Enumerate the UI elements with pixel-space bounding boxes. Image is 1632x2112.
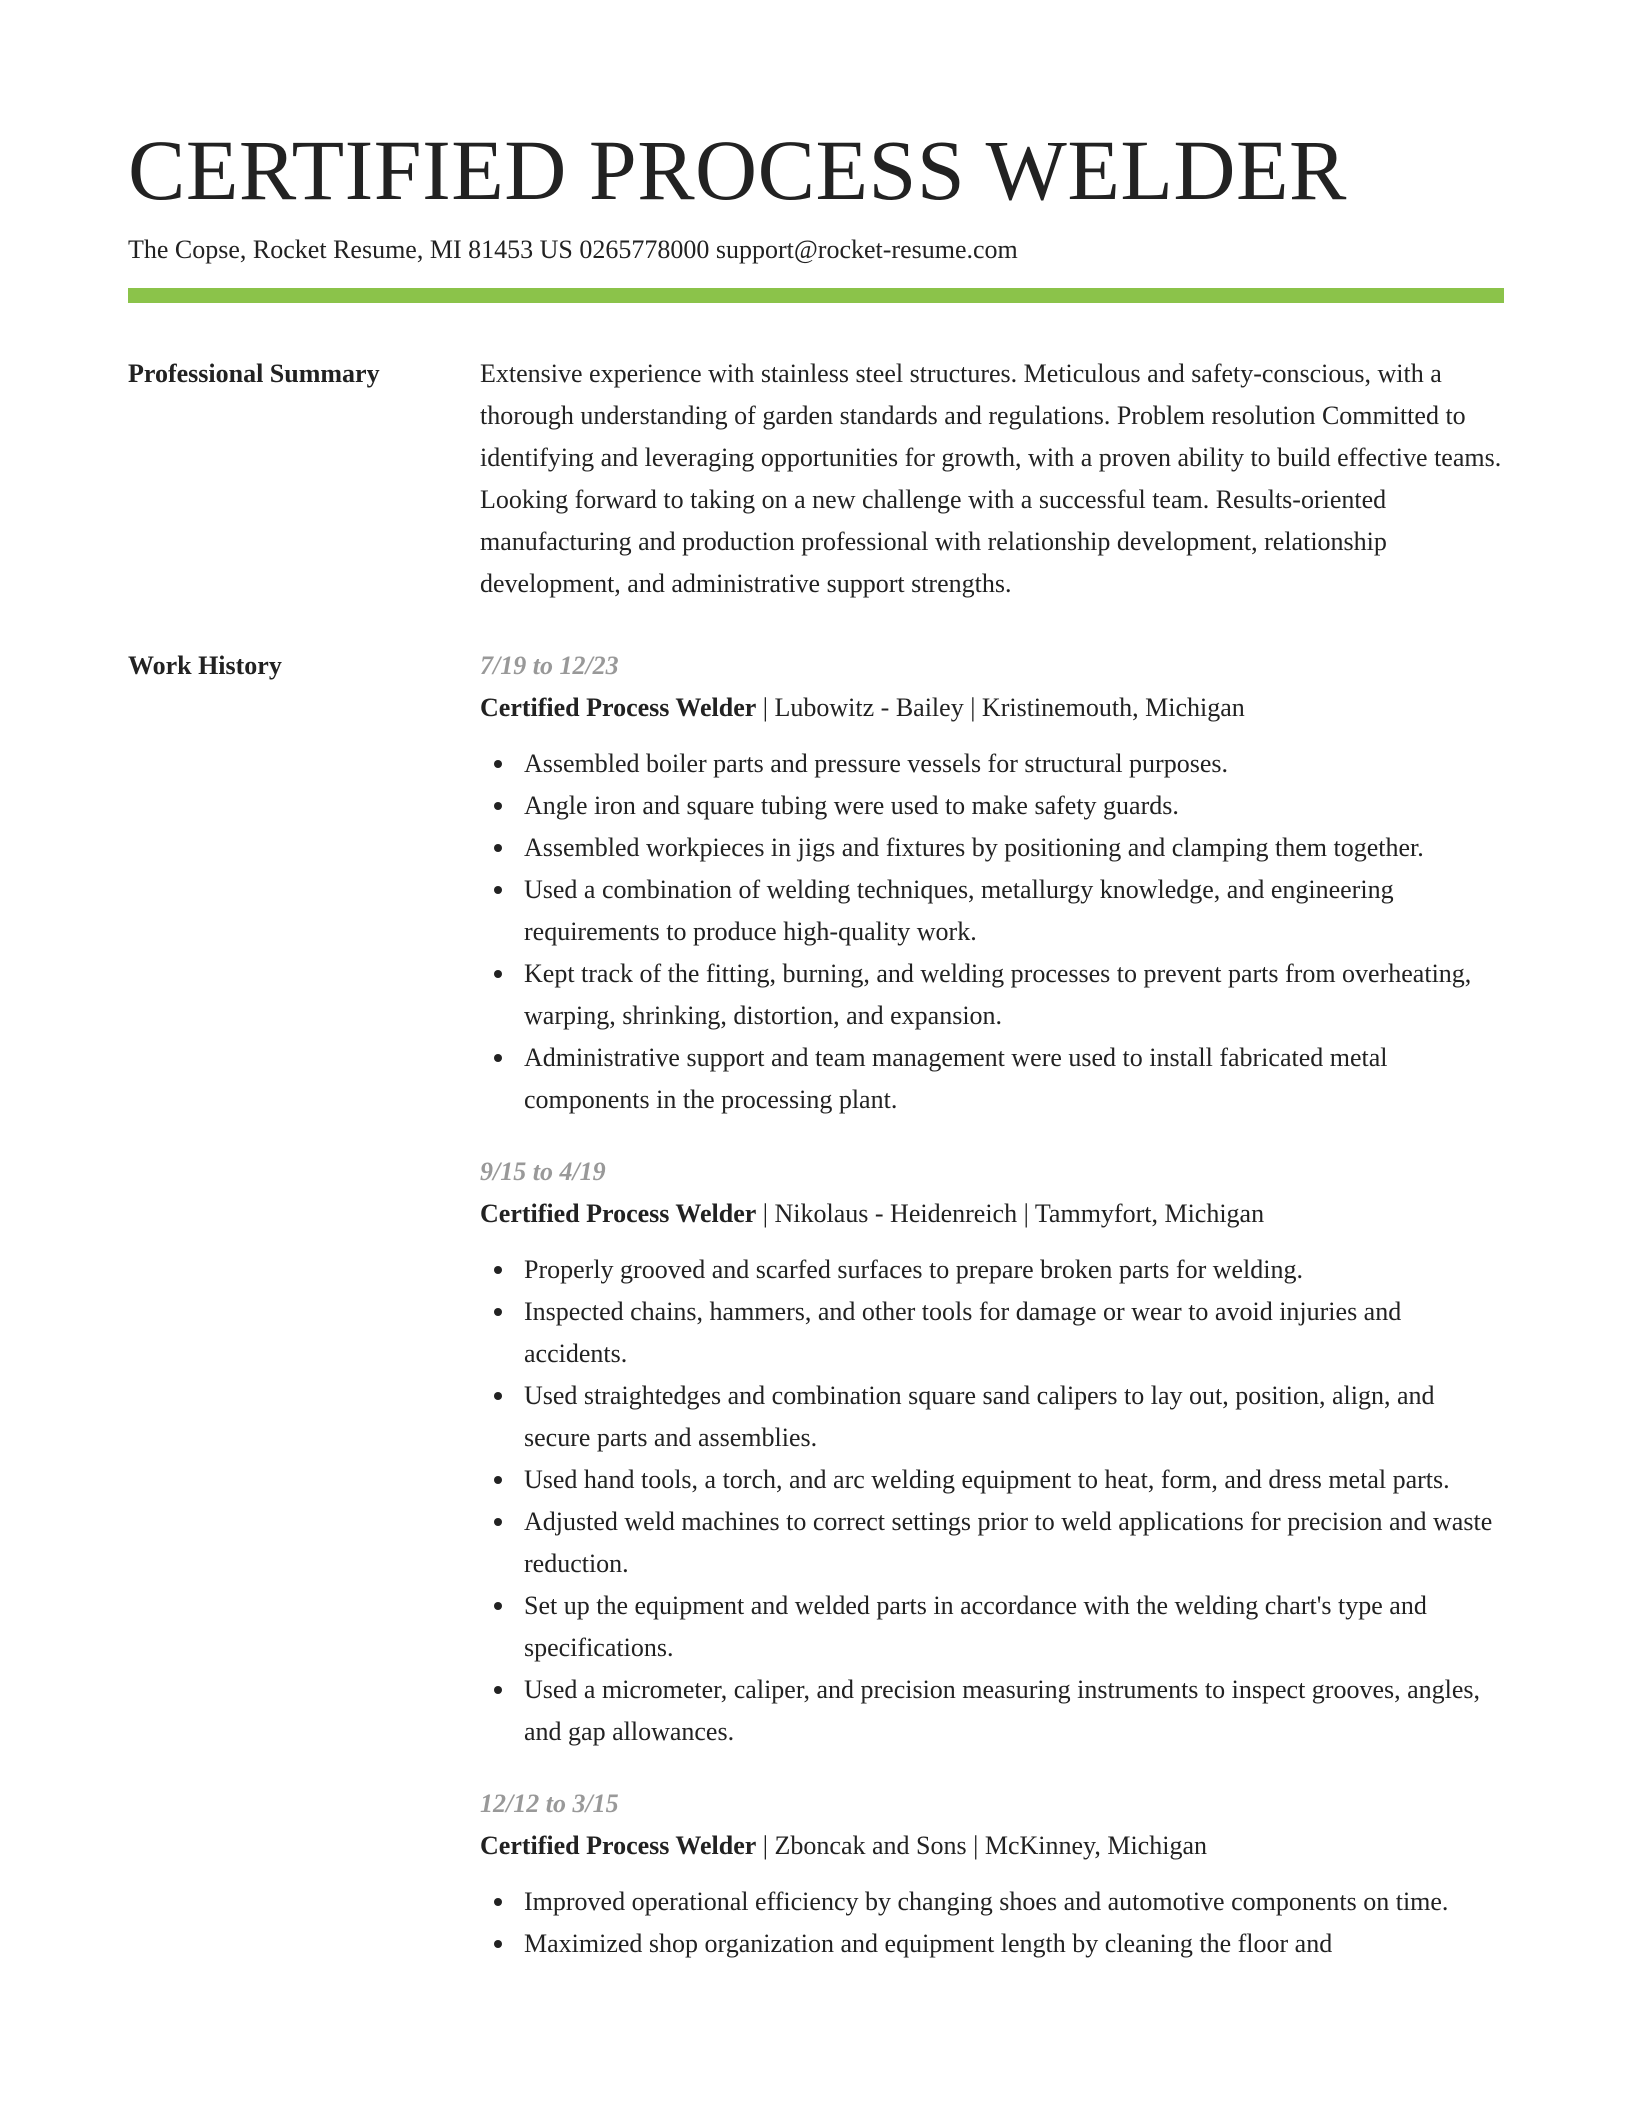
header-divider xyxy=(128,288,1504,303)
job-separator: | xyxy=(756,1199,775,1228)
job-dates: 12/12 to 3/15 xyxy=(480,1789,619,1818)
job-separator: | xyxy=(756,693,775,722)
job-bullet: Angle iron and square tubing were used to make safety guards. xyxy=(524,785,1504,827)
contact-phone: 0265778000 xyxy=(579,235,710,264)
job-heading xyxy=(480,687,1504,729)
job-location: Kristinemouth, Michigan xyxy=(981,693,1245,722)
summary-text: Extensive experience with stainless steel structures. Meticulous and safety-conscious, with a thorough understanding of garden standards and regulations. Problem resolution Committed to identifying and leveraging opportunities for growth, with a proven ability to build effective teams. Looking forward to taking on a new challenge with a successful team. Results-oriented manufacturing and production professional with relationship development, relationship development, and administrative support strengths. xyxy=(480,359,1502,598)
job-bullet-list xyxy=(480,1881,1504,1965)
job-bullet: Adjusted weld machines to correct settings prior to weld applications for precision and waste reduction. xyxy=(524,1501,1504,1585)
contact-line xyxy=(128,232,1504,268)
job-bullet: Assembled boiler parts and pressure vessels for structural purposes. xyxy=(524,743,1504,785)
job-title: Certified Process Welder xyxy=(480,693,757,722)
job-bullet: Used hand tools, a torch, and arc welding equipment to heat, form, and dress metal parts. xyxy=(524,1459,1504,1501)
job-separator: | xyxy=(963,693,982,722)
job-bullet: Assembled workpieces in jigs and fixtures by positioning and clamping them together. xyxy=(524,827,1504,869)
job-bullet-list xyxy=(480,1249,1504,1753)
job-bullet: Administrative support and team management were used to install fabricated metal components in the processing plant. xyxy=(524,1037,1504,1121)
job-separator: | xyxy=(966,1831,985,1860)
candidate-name: CERTIFIED PROCESS WELDER xyxy=(128,122,1347,218)
job-bullet: Properly grooved and scarfed surfaces to prepare broken parts for welding. xyxy=(524,1249,1504,1291)
job-bullet: Inspected chains, hammers, and other tools for damage or wear to avoid injuries and accidents. xyxy=(524,1291,1504,1375)
job-company: Nikolaus - Heidenreich xyxy=(774,1199,1018,1228)
contact-email: support@rocket-resume.com xyxy=(715,235,1018,264)
resume-header xyxy=(128,120,1504,303)
job-title: Certified Process Welder xyxy=(480,1831,757,1860)
job-dates: 7/19 to 12/23 xyxy=(480,651,619,680)
job-entry xyxy=(480,1151,1504,1753)
job-separator: | xyxy=(1017,1199,1035,1228)
professional-summary-section xyxy=(128,353,1504,605)
job-separator: | xyxy=(756,1831,775,1860)
section-title-work-history: Work History xyxy=(128,651,282,680)
work-history-section xyxy=(128,645,1504,1995)
job-heading xyxy=(480,1825,1504,1867)
job-bullet: Set up the equipment and welded parts in accordance with the welding chart's type and specifications. xyxy=(524,1585,1504,1669)
job-bullet: Maximized shop organization and equipment length by cleaning the floor and xyxy=(524,1923,1504,1965)
job-heading xyxy=(480,1193,1504,1235)
job-dates: 9/15 to 4/19 xyxy=(480,1157,606,1186)
job-entry xyxy=(480,1783,1504,1965)
job-company: Lubowitz - Bailey xyxy=(774,693,964,722)
job-bullet: Used a micrometer, caliper, and precision measuring instruments to inspect grooves, angles, and gap allowances. xyxy=(524,1669,1504,1753)
section-title-summary: Professional Summary xyxy=(128,359,380,388)
job-location: Tammyfort, Michigan xyxy=(1034,1199,1265,1228)
job-bullet: Improved operational efficiency by changing shoes and automotive components on time. xyxy=(524,1881,1504,1923)
job-title: Certified Process Welder xyxy=(480,1199,757,1228)
work-history-body xyxy=(480,645,1504,1995)
job-bullet-list xyxy=(480,743,1504,1121)
summary-body xyxy=(480,353,1504,605)
job-bullet: Used a combination of welding techniques, metallurgy knowledge, and engineering requirements to produce high-quality work. xyxy=(524,869,1504,953)
job-company: Zboncak and Sons xyxy=(774,1831,967,1860)
contact-address: The Copse, Rocket Resume, MI 81453 US xyxy=(128,235,573,264)
job-bullet: Used straightedges and combination square sand calipers to lay out, position, align, and secure parts and assemblies. xyxy=(524,1375,1504,1459)
job-entry xyxy=(480,645,1504,1121)
job-location: McKinney, Michigan xyxy=(984,1831,1207,1860)
job-bullet: Kept track of the fitting, burning, and welding processes to prevent parts from overheating, warping, shrinking, distortion, and expansion. xyxy=(524,953,1504,1037)
